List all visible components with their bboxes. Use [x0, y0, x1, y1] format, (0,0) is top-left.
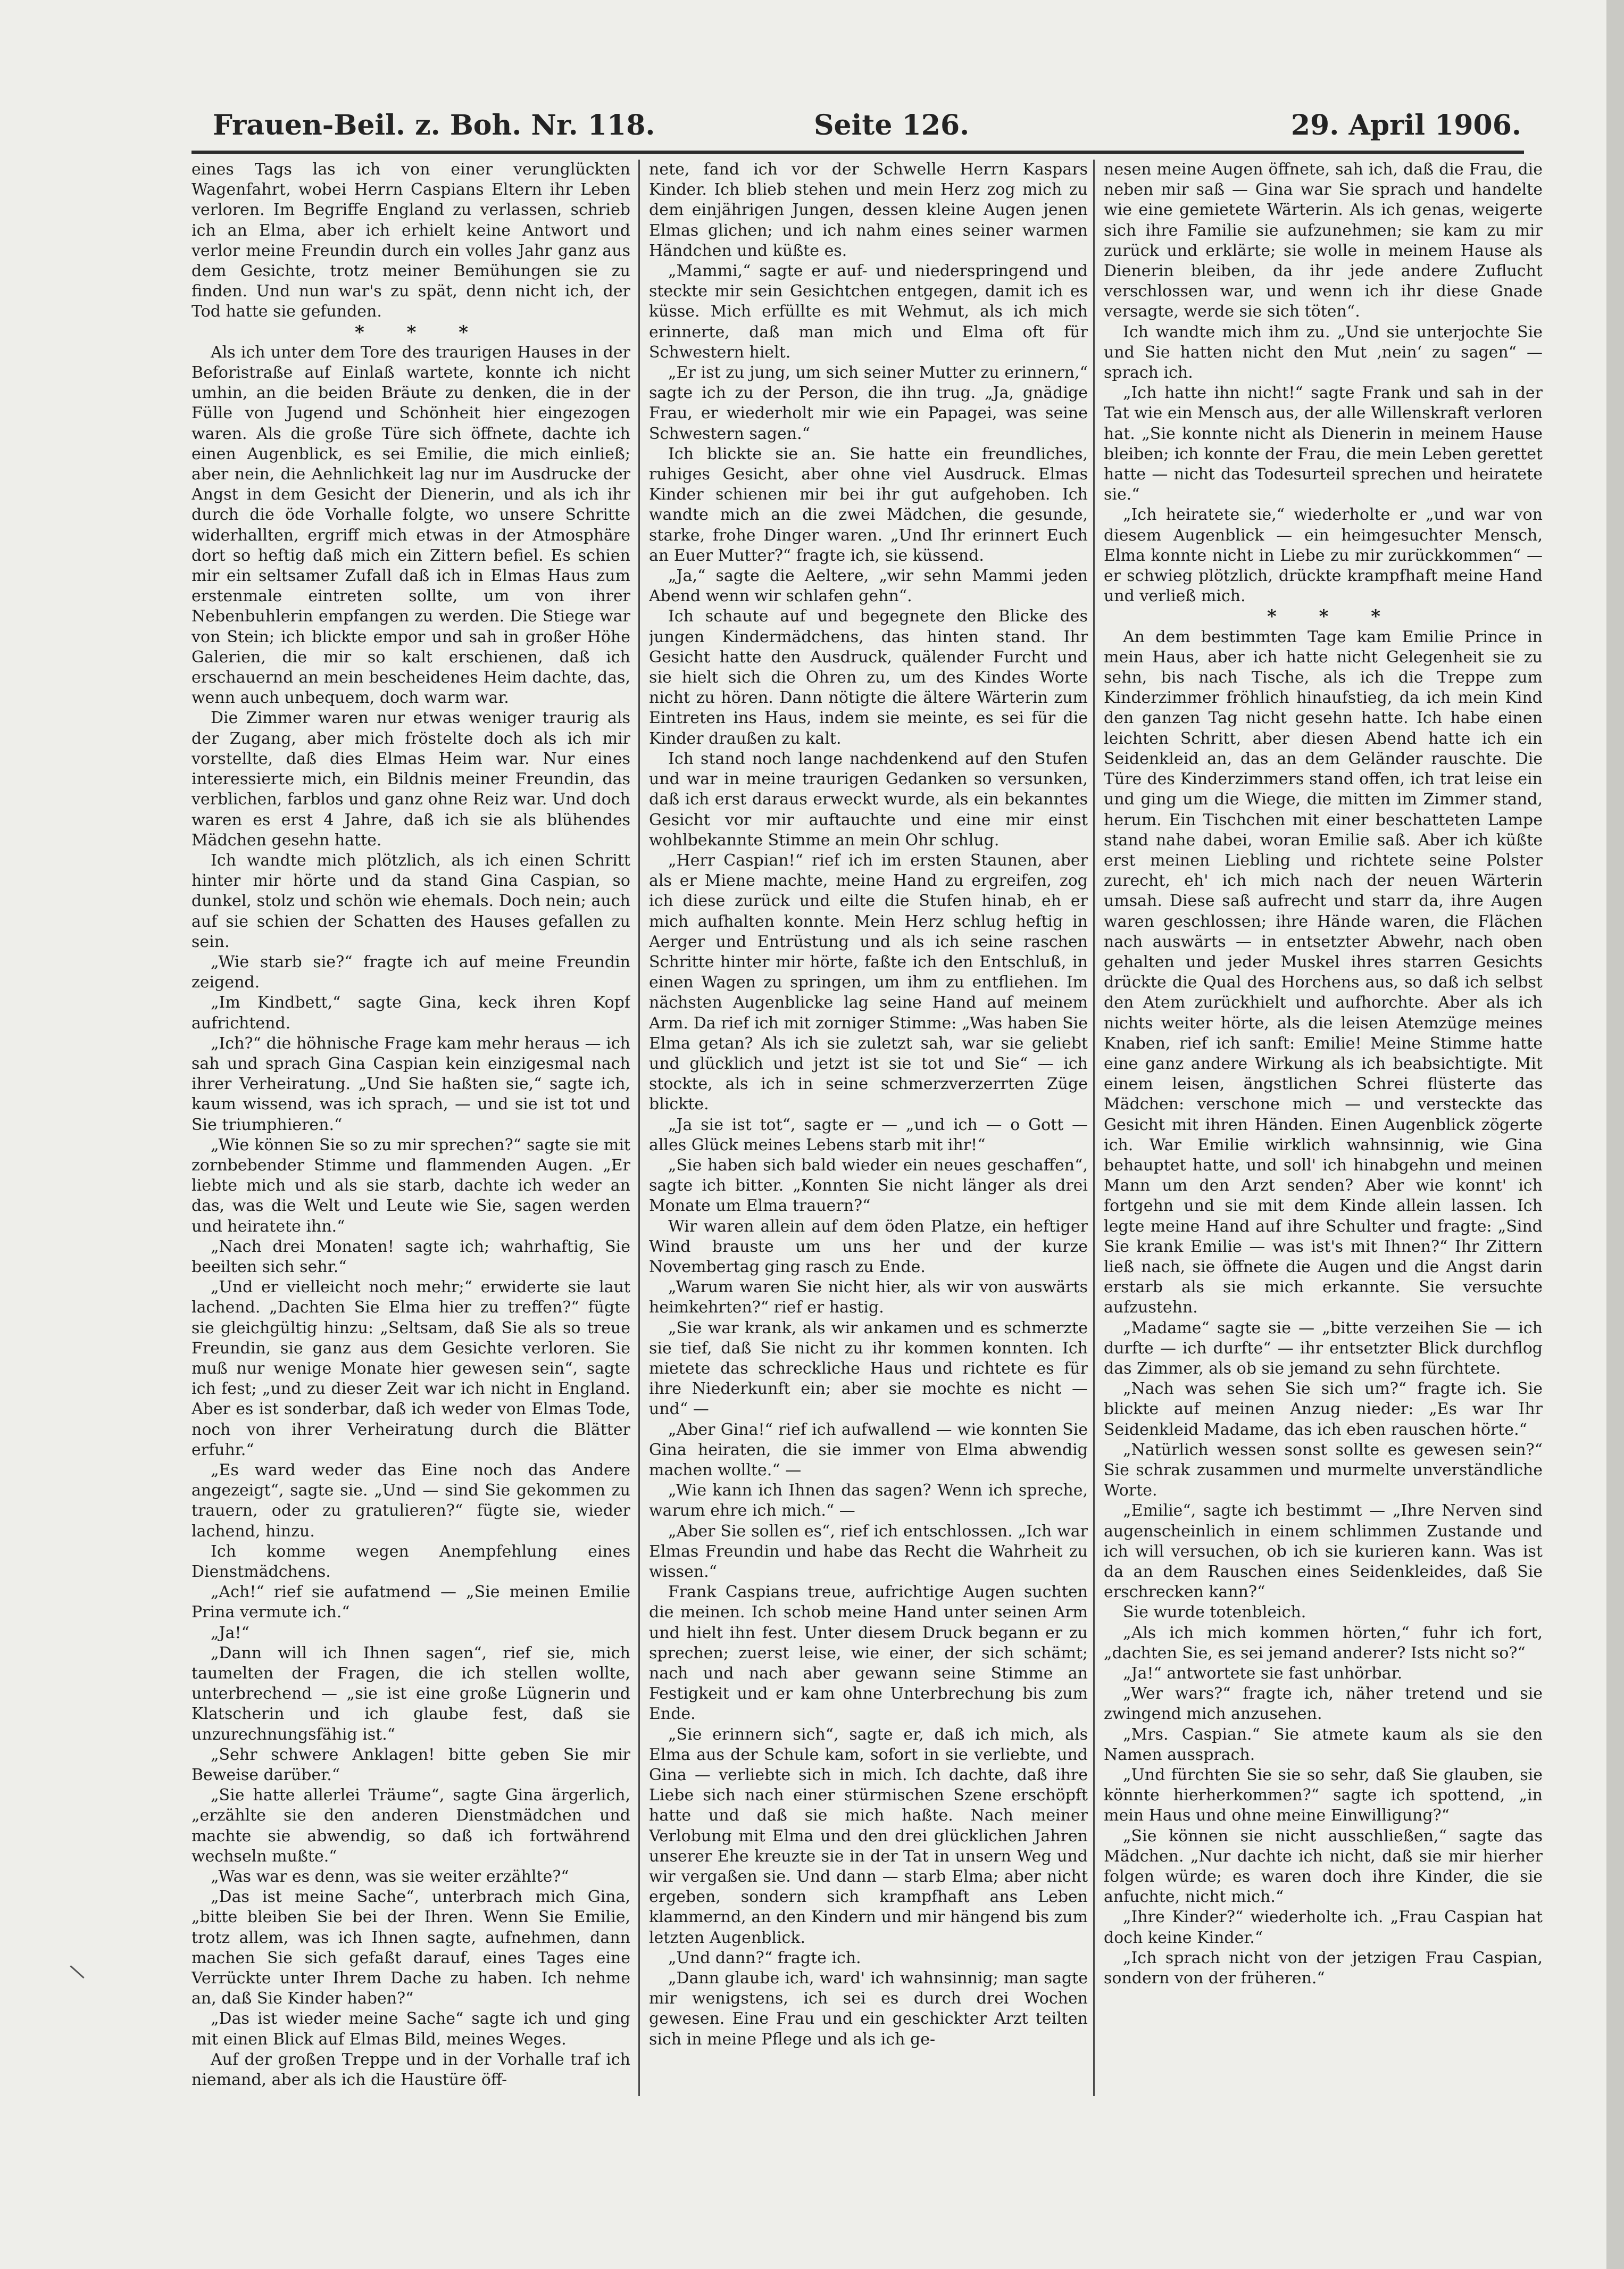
paragraph: „Das ist wieder meine Sache“ sagte ich und ging mit einen Blick auf Elmas Bild, meines Weges.: [191, 2009, 630, 2049]
header-date: 29. April 1906.: [1290, 109, 1521, 142]
paragraph: „Ich sprach nicht von der jetzigen Frau Caspian, sondern von der früheren.“: [1104, 1948, 1543, 1988]
paragraph: „Und dann?“ fragte ich.: [668, 1948, 861, 1967]
paragraph: „Ich heiratete sie,“ wiederholte er „und war von diesem Augenblick — ein heimgesuchter Mensch, Elma konnte nicht in Liebe zu mir zurückkommen“ — er schwieg plötzlich, drückte krampfhaft meine Hand und verließ mich.: [1104, 505, 1543, 606]
paragraph: An dem bestimmten Tage kam Emilie Prince in mein Haus, aber ich hatte nicht Gelegenheit sie zu sehn, bis nach Tische, als ich die Treppe zum Kinderzimmer fröhlich hinaufstieg, da ich mein Kind den ganzen Tag nicht gesehn hatte. Ich habe einen leichten Schritt, aber diesen Abend hatte ich ein Seidenkleid an, das an dem Geländer rauschte. Die Türe des Kinderzimmers stand offen, ich trat leise ein und ging um die Wiege, die mitten im Zimmer stand, herum. Ein Tischchen mit einer beschatteten Lampe stand nahe dabei, woran Emilie saß. Aber ich küßte erst meinen Liebling und richtete seine Polster zurecht, eh' ich mich nach der neuen Wärterin umsah. Diese saß aufrecht und starr da, ihre Augen waren geschlossen; ihre Hände waren, die Flächen nach auswärts — in entsetzter Abwehr, nach oben gehalten und jeder Muskel ihres starren Gesichts drückte die Qual des Horchens aus, so daß ich selbst den Atem zurückhielt und aufhorchte. Aber als ich nichts weiter hörte, als die leisen Atemzüge meines Knaben, rief ich sanft: Emilie! Meine Stimme hatte eine ganz andere Wirkung als ich beabsichtigte. Mit einem leisen, ängstlichen Schrei flüsterte das Mädchen: verschone mich — und versteckte das Gesicht mit ihren Händen. Einen Augenblick zögerte ich. War Emilie wirklich wahnsinnig, wie Gina behauptet hatte, und soll' ich hinabgehn und meinen Mann um den Arzt senden? Aber wie konnt' ich fortgehn und sie mit dem Kinde allein lassen. Ich legte meine Hand auf ihre Schulter und fragte: „Sind Sie krank Emilie — was ist's mit Ihnen?“ Ihr Zittern ließ nach, sie öffnete die Augen und die Angst darin erstarb als sie mich erkannte. Sie versuchte aufzustehn.: [1104, 627, 1543, 1317]
paragraph: eines Tags las ich von einer verunglückten Wagenfahrt, wobei Herrn Caspians Eltern ihr Leben verloren. Im Begriffe England zu verlassen, schrieb ich an Elma, aber ich erhielt keine Antwort und verlor meine Freundin durch ein volles Jahr ganz aus dem Gesichte, trotz meiner Bemühungen sie zu finden. Und nun war's zu spät, denn nicht ich, der Tod hatte sie gefunden.: [191, 160, 630, 321]
paragraph: „Nach was sehen Sie sich um?“ fragte ich. Sie blickte auf meinen Anzug nieder: „Es war Ihr Seidenkleid Madame, das ich eben rauschen hörte.“: [1104, 1379, 1543, 1439]
paragraph: „Sie war krank, als wir ankamen und es schmerzte sie tief, daß Sie nicht zu ihr kommen konnten. Ich mietete das schreckliche Haus und richtete es für ihre Niederkunft ein; aber sie mochte es nicht — und“ —: [649, 1318, 1088, 1419]
paragraph: „Emilie“, sagte ich bestimmt — „Ihre Nerven sind augenscheinlich in einem schlimmen Zustande und ich will versuchen, ob ich sie kurieren kann. Was ist da an dem Rauschen eines Seidenkleides, daß Sie erschrecken kann?“: [1104, 1501, 1543, 1602]
paragraph: „Wer wars?“ fragte ich, näher tretend und sie zwingend mich anzusehen.: [1104, 1684, 1543, 1724]
paragraph: „Sie hatte allerlei Träume“, sagte Gina ärgerlich, „erzählte sie den anderen Dienstmädchen und machte sie abwendig, so daß ich fortwährend wechseln mußte.“: [191, 1786, 630, 1866]
paragraph: „Was war es denn, was sie weiter erzählte?“: [211, 1867, 569, 1886]
text-column-2: [649, 160, 1088, 2091]
section-divider: * * *: [1267, 606, 1398, 628]
paragraph: „Sie haben sich bald wieder ein neues geschaffen“, sagte ich bitter. „Konnten Sie nicht länger als drei Monate um Elma trauern?“: [649, 1156, 1088, 1216]
paragraph: Die Zimmer waren nur etwas weniger traurig als der Zugang, aber mich fröstelte doch als ich mir vorstellte, daß dies Elmas Heim war. Nur eines interessierte mich, ein Bildnis meiner Freundin, das verblichen, farblos und ganz ohne Reiz war. Und doch waren es erst 4 Jahre, daß ich sie als blühendes Mädchen gesehn hatte.: [191, 709, 630, 850]
paragraph: „Natürlich wessen sonst sollte es gewesen sein?“ Sie schrak zusammen und murmelte unverständliche Worte.: [1104, 1440, 1543, 1500]
paragraph: Ich wandte mich ihm zu. „Und sie unterjochte Sie und Sie hatten nicht den Mut ‚nein‘ zu sagen“ — sprach ich.: [1104, 322, 1543, 383]
paragraph: „Dann will ich Ihnen sagen“, rief sie, mich taumelten der Fragen, die ich stellen wollte, unterbrechend — „sie ist eine große Lügnerin und Klatscherin und ich glaube fest, daß sie unzurechnungsfähig ist.“: [191, 1643, 630, 1744]
paragraph: „Aber Sie sollen es“, rief ich entschlossen. „Ich war Elmas Freundin und habe das Recht die Wahrheit zu wissen.“: [649, 1522, 1088, 1582]
header-rule: [191, 151, 1524, 154]
paragraph: „Und er vielleicht noch mehr;“ erwiderte sie laut lachend. „Dachten Sie Elma hier zu treffen?“ fügte sie gleichgültig hinzu: „Seltsam, daß Sie als so treue Freundin, sie ganz aus dem Gesichte verloren. Sie muß nur wenige Monate hier gewesen sein“, sagte ich fest; „und zu dieser Zeit war ich nicht in England. Aber es ist sonderbar, daß ich weder von Elmas Tode, noch von ihrer Verheiratung durch die Blätter erfuhr.“: [191, 1278, 630, 1459]
paragraph: Auf der großen Treppe und in der Vorhalle traf ich niemand, aber als ich die Haustüre öff-: [191, 2050, 630, 2090]
column-separator: [638, 160, 640, 2096]
paragraph: „Warum waren Sie nicht hier, als wir von auswärts heimkehrten?“ rief er hastig.: [649, 1278, 1088, 1317]
paragraph: „Und fürchten Sie sie so sehr, daß Sie glauben, sie könnte hierherkommen?“ sagte ich spottend, „in mein Haus und ohne meine Einwilligung?“: [1104, 1766, 1543, 1825]
paragraph: „Ach!“ rief sie aufatmend — „Sie meinen Emilie Prina vermute ich.“: [191, 1583, 630, 1622]
paragraph: „Ich?“ die höhnische Frage kam mehr heraus — ich sah und sprach Gina Caspian kein einzigesmal nach ihrer Verheiratung. „Und Sie haßten sie,“ sagte ich, kaum wissend, was ich sprach, — und sie ist tot und Sie triumphieren.“: [191, 1034, 630, 1134]
paragraph: „Dann glaube ich, ward' ich wahnsinnig; man sagte mir wenigstens, ich sei es durch drei Wochen gewesen. Eine Frau und ein geschickter Arzt teilten sich in meine Pflege und als ich ge-: [649, 1969, 1088, 2049]
paragraph: Ich blickte sie an. Sie hatte ein freundliches, ruhiges Gesicht, aber ohne viel Ausdruck. Elmas Kinder schienen mir bei ihr gut aufgehoben. Ich wandte mich an die zwei Mädchen, die gesunde, starke, frohe Dinger waren. „Und Ihr erinnert Euch an Euer Mutter?“ fragte ich, sie küssend.: [649, 444, 1088, 565]
paragraph: „Wie kann ich Ihnen das sagen? Wenn ich spreche, warum ehre ich mich.“ —: [649, 1481, 1088, 1520]
paragraph: Ich komme wegen Anempfehlung eines Dienstmädchens.: [191, 1542, 630, 1582]
paragraph: „Es ward weder das Eine noch das Andere angezeigt“, sagte sie. „Und — sind Sie gekommen zu trauern, oder zu gratulieren?“ fügte sie, wieder lachend, hinzu.: [191, 1461, 630, 1541]
paragraph: „Ja!“ antwortete sie fast unhörbar.: [1123, 1664, 1403, 1683]
paragraph: „Er ist zu jung, um sich seiner Mutter zu erinnern,“ sagte ich zu der Person, die ihn trug. „Ja, gnädige Frau, er wiederholt mir wie ein Papagei, was seine Schwestern sagen.“: [649, 363, 1088, 443]
paragraph: „Ja sie ist tot“, sagte er — „und ich — o Gott — alles Glück meines Lebens starb mit ihr!“: [649, 1115, 1088, 1154]
paragraph: „Ich hatte ihn nicht!“ sagte Frank und sah in der Tat wie ein Mensch aus, der alle Willenskraft verloren hat. „Sie konnte nicht als Dienerin in meinem Hause bleiben; ich konnte der Frau, die mein Leben gerettet hatte — nicht das Todesurteil sprechen und heiratete sie.“: [1104, 384, 1543, 504]
paragraph: „Mammi,“ sagte er auf- und niederspringend und steckte mir sein Gesichtchen entgegen, damit ich es küsse. Mich erfüllte es mit Wehmut, als ich mich erinnerte, daß man mich und Elma oft für Schwestern hielt.: [649, 262, 1088, 362]
paragraph: Frank Caspians treue, aufrichtige Augen suchten die meinen. Ich schob meine Hand unter seinen Arm und hielt ihn fest. Unter diesem Druck begann er zu sprechen; zuerst leise, wie einer, der sich schämt; nach und nach aber gewann seine Stimme an Festigkeit und er kam ohne Unterbrechung bis zum Ende.: [649, 1583, 1088, 1724]
text-column-1: [191, 160, 630, 2091]
column-separator: [1093, 160, 1095, 2096]
paragraph: „Nach drei Monaten! sagte ich; wahrhaftig, Sie beeilten sich sehr.“: [191, 1237, 630, 1276]
text-column-3: [1104, 160, 1543, 2091]
paragraph: nesen meine Augen öffnete, sah ich, daß die Frau, die neben mir saß — Gina war Sie sprach und handelte wie eine gemietete Wärterin. Als ich genas, weigerte sich ihre Familie sie aufzunehmen; sie kam zu mir zurück und erklärte; sie wolle in meinem Hause als Dienerin bleiben, da ihr jede andere Zuflucht verschlossen war, und wenn ich ihr diese Gnade versagte, werde sie sich töten“.: [1104, 160, 1543, 321]
paragraph: nete, fand ich vor der Schwelle Herrn Kaspars Kinder. Ich blieb stehen und mein Herz zog mich zu dem einjährigen Jungen, dessen kleine Augen jenen Elmas glichen; und ich nahm eines seiner warmen Händchen und küßte es.: [649, 160, 1088, 260]
paragraph: Sie wurde totenbleich.: [1123, 1603, 1306, 1622]
paragraph: „Als ich mich kommen hörten,“ fuhr ich fort, „dachten Sie, es sei jemand anderer? Ists nicht so?“: [1104, 1623, 1543, 1663]
paragraph: „Herr Caspian!“ rief ich im ersten Staunen, aber als er Miene machte, meine Hand zu ergreifen, zog ich diese zurück und eilte die Stufen hinab, eh er mich aufhalten konnte. Mein Herz schlug heftig in Aerger und Entrüstung und als ich seine raschen Schritte hinter mir hörte, faßte ich den Entschluß, in einen Wagen zu springen, um ihm zu entfliehen. Im nächsten Augenblicke lag seine Hand auf meinem Arm. Da rief ich mit zorniger Stimme: „Was haben Sie Elma getan? Als ich sie zuletzt sah, war sie geliebt und glücklich und jetzt ist sie tot und Sie“ — ich stockte, als ich in seine schmerzverzerrten Züge blickte.: [649, 851, 1088, 1114]
paragraph: „Sie erinnern sich“, sagte er, daß ich mich, als Elma aus der Schule kam, sofort in sie verliebte, und Gina — verliebte sich in mich. Ich dachte, daß ihre Liebe sich nach einer stürmischen Szene erschöpft hatte und daß sie mich haßte. Nach meiner Verlobung mit Elma und den drei glücklichen Jahren unserer Ehe kreuzte sie in der Tat in unsern Weg und wir vergaßen sie. Und dann — starb Elma; aber nicht ergeben, sondern sich krampfhaft ans Leben klammernd, an den Kindern und mir hängend bis zum letzten Augenblick.: [649, 1725, 1088, 1947]
paragraph: Ich schaute auf und begegnete den Blicke des jungen Kindermädchens, das hinten stand. Ihr Gesicht hatte den Ausdruck, quälender Furcht und sie hielt sich die Ohren zu, um des Kindes Worte nicht zu hören. Dann nötigte die ältere Wärterin zum Eintreten ins Haus, indem sie meinte, es sei für die Kinder draußen zu kalt.: [649, 607, 1088, 748]
paragraph: Ich wandte mich plötzlich, als ich einen Schritt hinter mir hörte und da stand Gina Caspian, so dunkel, stolz und schön wie ehemals. Doch nein; auch auf sie schien der Schatten des Hauses gefallen zu sein.: [191, 851, 630, 951]
paragraph: „Ihre Kinder?“ wiederholte ich. „Frau Caspian hat doch keine Kinder.“: [1104, 1908, 1543, 1947]
paragraph: „Mrs. Caspian.“ Sie atmete kaum als sie den Namen aussprach.: [1104, 1725, 1543, 1764]
paragraph: „Sehr schwere Anklagen! bitte geben Sie mir Beweise darüber.“: [191, 1745, 630, 1785]
paragraph: „Wie können Sie so zu mir sprechen?“ sagte sie mit zornbebender Stimme und flammenden Augen. „Er liebte mich und als sie starb, dachte ich weder an das, was die Welt und Leute wie Sie, sagen werden und heiratete ihn.“: [191, 1135, 630, 1236]
paragraph: Wir waren allein auf dem öden Platze, ein heftiger Wind brauste um uns her und der kurze Novembertag ging rasch zu Ende.: [649, 1217, 1088, 1276]
section-divider: * * *: [354, 321, 486, 343]
paragraph: „Ja,“ sagte die Aeltere, „wir sehn Mammi jeden Abend wenn wir schlafen gehn“.: [649, 567, 1088, 606]
paragraph: Ich stand noch lange nachdenkend auf den Stufen und war in meine traurigen Gedanken so versunken, daß ich erst daraus erweckt wurde, als ein bekanntes Gesicht vor mir auftauchte und eine mir einst wohlbekannte Stimme an mein Ohr schlug.: [649, 749, 1088, 850]
paragraph: „Aber Gina!“ rief ich aufwallend — wie konnten Sie Gina heiraten, die sie immer von Elma abwendig machen wollte.“ —: [649, 1420, 1088, 1480]
paragraph: „Ja!“: [211, 1623, 249, 1642]
paragraph: „Madame“ sagte sie — „bitte verzeihen Sie — ich durfte — ich durfte“ — ihr entsetzter Blick durchflog das Zimmer, als ob sie jemand zu sehn fürchtete.: [1104, 1318, 1543, 1378]
header-left: Frauen-Beil. z. Boh. Nr. 118.: [213, 109, 655, 142]
header-page-number: Seite 126.: [814, 109, 970, 142]
paragraph: Als ich unter dem Tore des traurigen Hauses in der Beforistraße auf Einlaß wartete, konnte ich nicht umhin, an die beiden Bräute zu denken, die in der Fülle von Jugend und Schönheit hier eingezogen waren. Als die große Türe sich öffnete, dachte ich einen Augenblick, es sei Emilie, die mich einließ; aber nein, die Aehnlichkeit lag nur im Ausdrucke der Angst in dem Gesicht der Dienerin, und als ich ihr durch die öde Vorhalle folgte, wo unsere Schritte widerhallten, ergriff mich etwas in der Atmosphäre dort so heftig daß mich ein Zittern befiel. Es schien mir ein seltsamer Zufall daß ich in Elmas Haus zum erstenmale eintreten sollte, um von ihrer Nebenbuhlerin empfangen zu werden. Die Stiege war von Stein; ich blickte empor und sah in großer Höhe Galerien, die mir so kalt erschienen, daß ich erschauernd an mein bescheidenes Heim dachte, das, wenn auch unbequem, doch warm war.: [191, 343, 630, 708]
paragraph: „Das ist meine Sache“, unterbrach mich Gina, „bitte bleiben Sie bei der Ihren. Wenn Sie Emilie, trotz allem, was ich Ihnen sagte, aufnehmen, dann machen Sie sich gefaßt darauf, eines Tages eine Verrückte unter Ihrem Dache zu haben. Ich nehme an, daß Sie Kinder haben?“: [191, 1888, 630, 2008]
paragraph: „Wie starb sie?“ fragte ich auf meine Freundin zeigend.: [191, 952, 630, 992]
page-header: [197, 109, 1521, 149]
page-edge: [1606, 0, 1624, 2269]
paragraph: „Im Kindbett,“ sagte Gina, keck ihren Kopf aufrichtend.: [191, 993, 630, 1033]
paragraph: „Sie können sie nicht ausschließen,“ sagte das Mädchen. „Nur dachte ich nicht, daß sie mir hierher folgen würde; es waren doch ihre Kinder, die sie anfuchte, nicht mich.“: [1104, 1826, 1543, 1907]
